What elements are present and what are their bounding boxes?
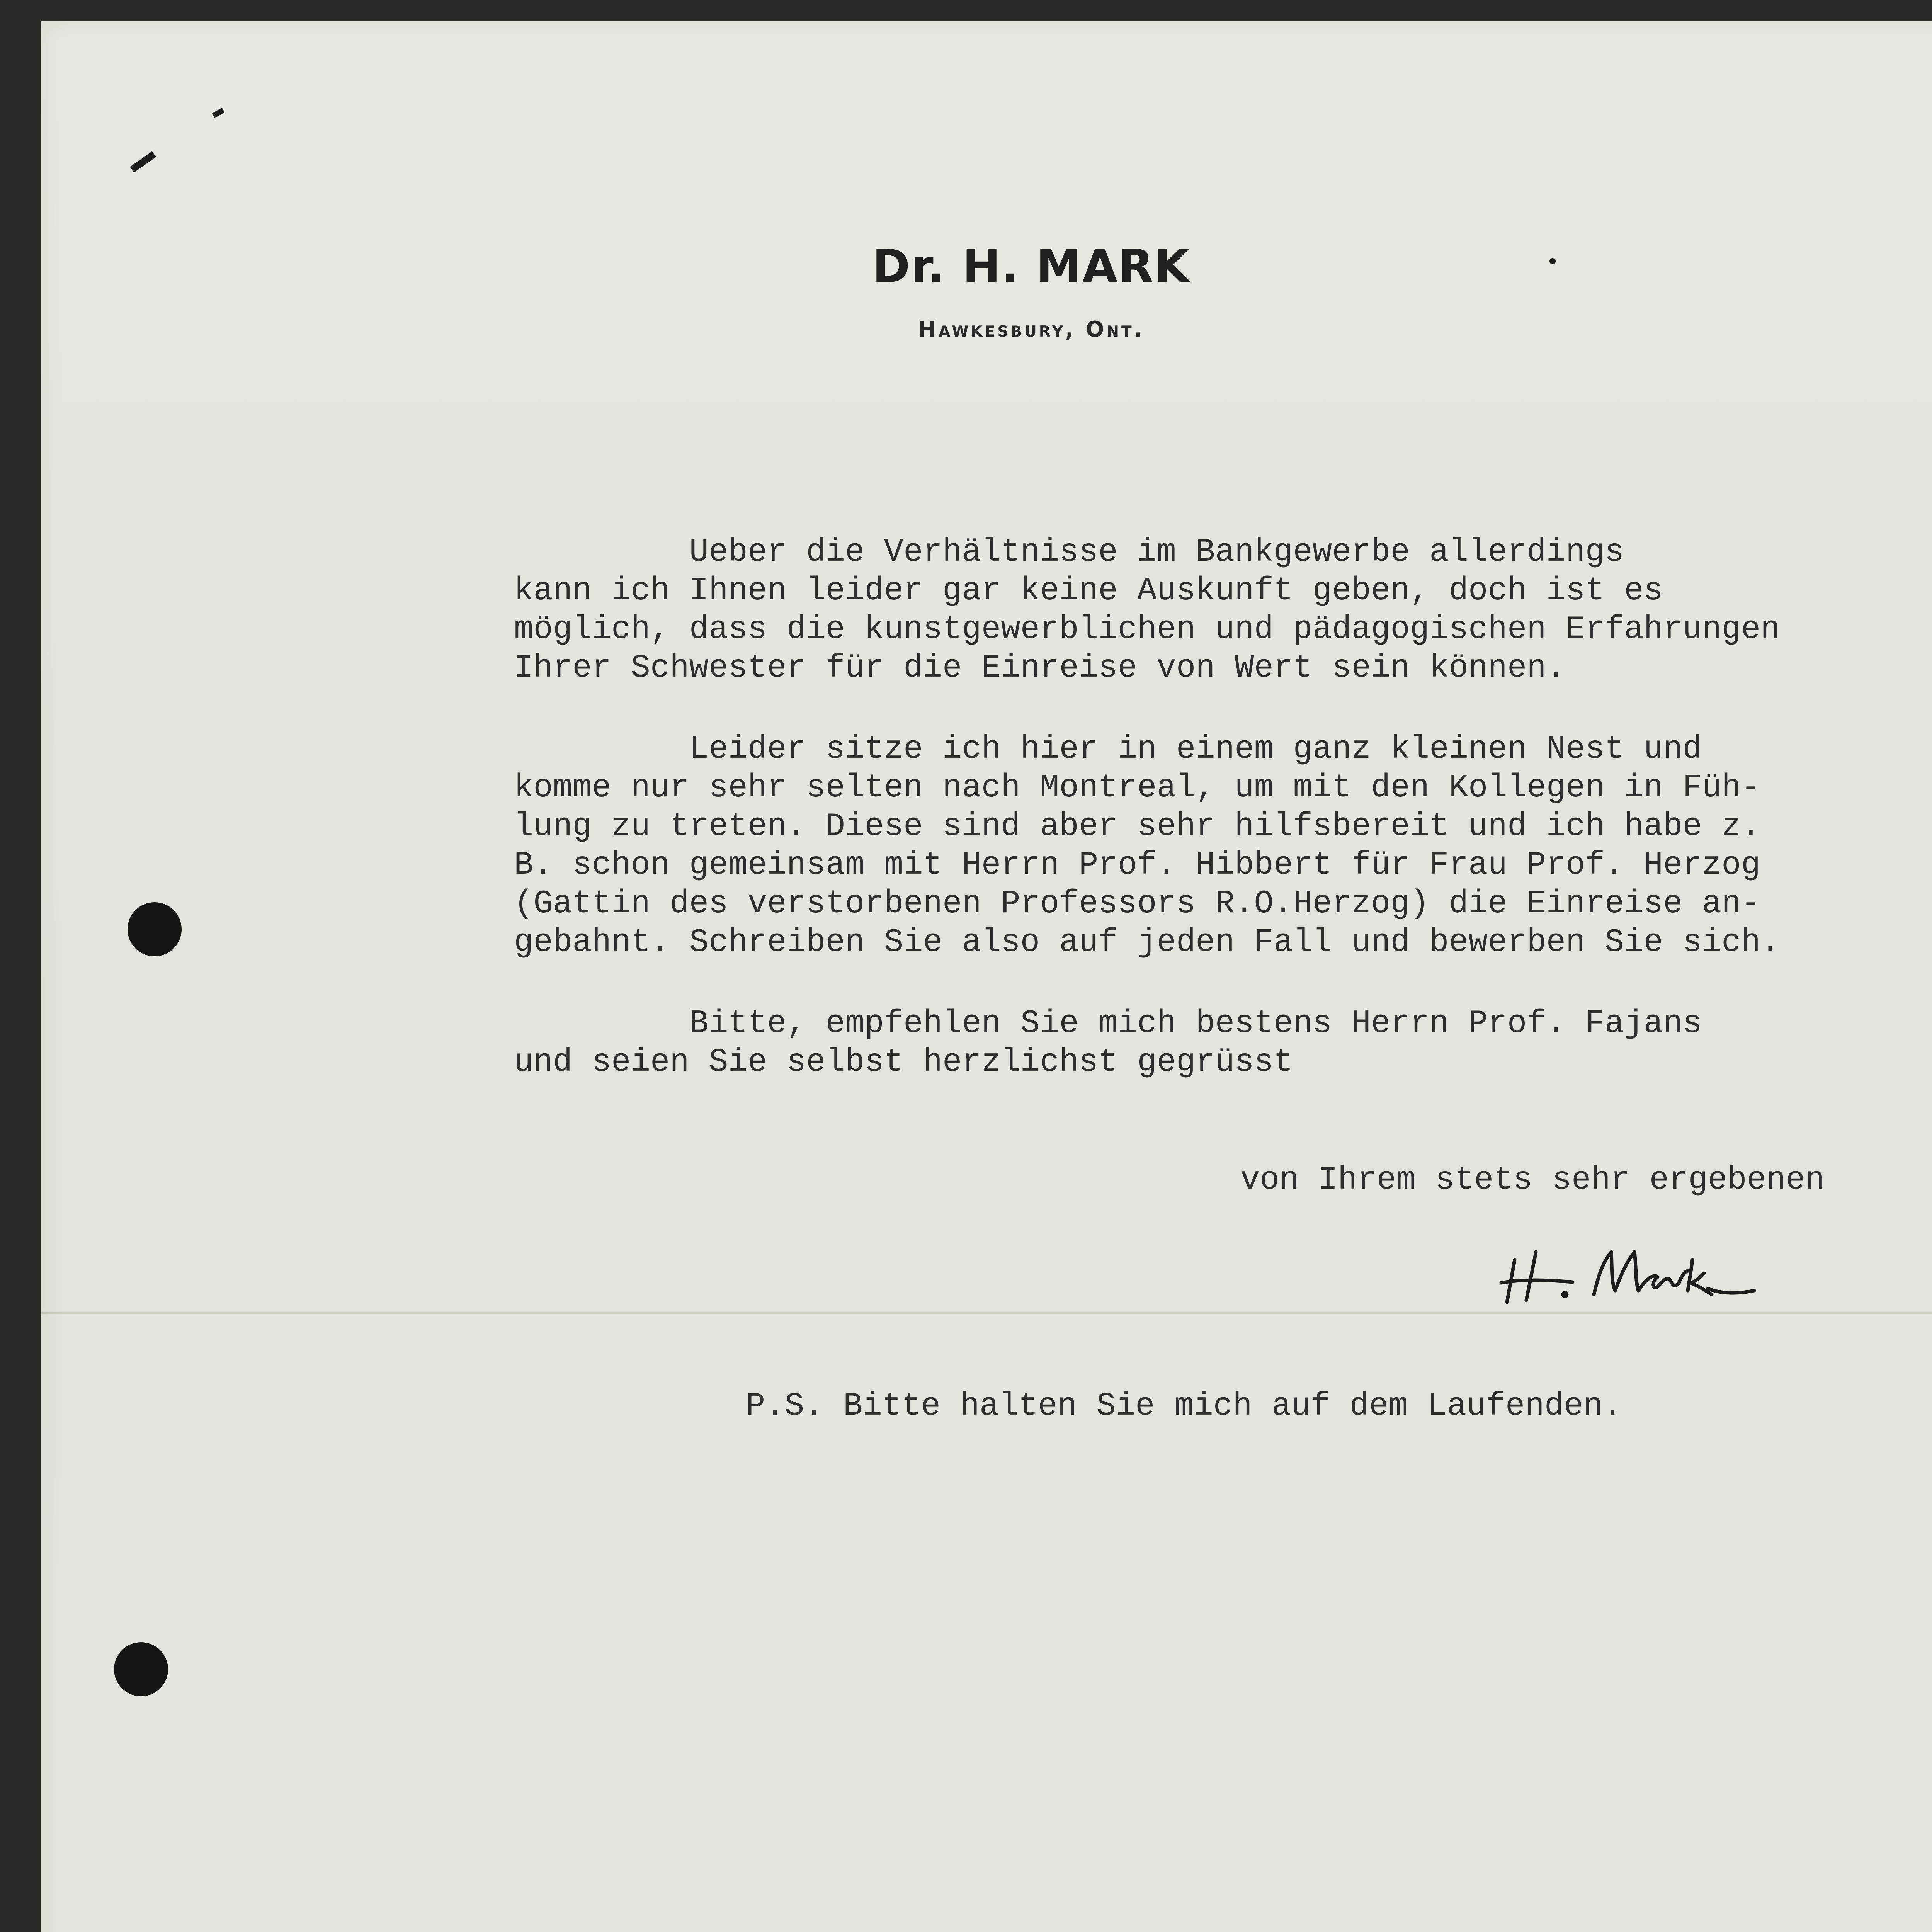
postscript: P.S. Bitte halten Sie mich auf dem Laufenden. bbox=[746, 1388, 1622, 1425]
text-line: Leider sitze ich hier in einem ganz kleinen Nest und bbox=[514, 731, 1702, 768]
letterhead-place: Hawkesbury, Ont. bbox=[918, 317, 1145, 342]
punch-hole-lower bbox=[114, 1642, 168, 1696]
text-line: Bitte, empfehlen Sie mich bestens Herrn Prof. Fajans bbox=[514, 1005, 1702, 1042]
text-line: kann ich Ihnen leider gar keine Auskunft geben, doch ist es bbox=[514, 573, 1663, 609]
paragraph-2 bbox=[514, 730, 1780, 962]
letter-sheet bbox=[41, 21, 1932, 1932]
text-line: (Gattin des verstorbenen Professors R.O.Herzog) die Einreise an- bbox=[514, 886, 1761, 922]
text-line: lung zu treten. Diese sind aber sehr hilfsbereit und ich habe z. bbox=[514, 808, 1761, 845]
closing-line: von Ihrem stets sehr ergebenen bbox=[1240, 1162, 1825, 1199]
handwritten-signature bbox=[1499, 1236, 1770, 1318]
text-line: komme nur sehr selten nach Montreal, um mit den Kollegen in Füh- bbox=[514, 770, 1761, 806]
text-line: Ueber die Verhältnisse im Bankgewerbe allerdings bbox=[514, 534, 1624, 571]
text-line: gebahnt. Schreiben Sie also auf jeden Fall und bewerben Sie sich. bbox=[514, 924, 1780, 961]
text-line: möglich, dass die kunstgewerblichen und pädagogischen Erfahrungen bbox=[514, 611, 1780, 648]
text-line: B. schon gemeinsam mit Herrn Prof. Hibbert für Frau Prof. Herzog bbox=[514, 847, 1761, 884]
letterhead-name: Dr. H. MARK bbox=[872, 240, 1190, 293]
punch-hole-upper bbox=[128, 902, 182, 956]
text-line: Ihrer Schwester für die Einreise von Wert sein können. bbox=[514, 650, 1566, 687]
paragraph-1 bbox=[514, 533, 1780, 688]
paragraph-3 bbox=[514, 1005, 1702, 1082]
text-line: und seien Sie selbst herzlichst gegrüsst bbox=[514, 1044, 1293, 1081]
